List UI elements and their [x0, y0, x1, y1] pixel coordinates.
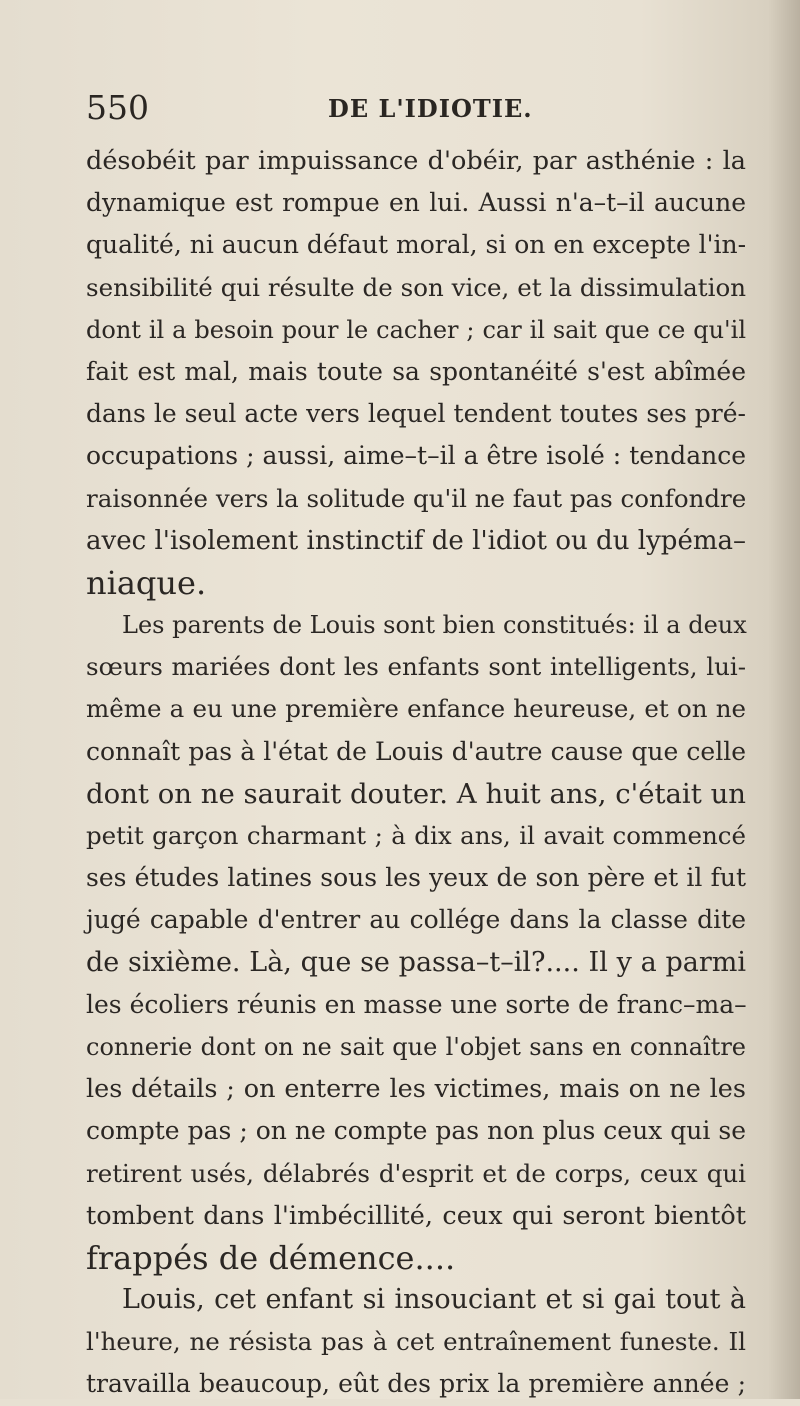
text-line: désobéit par impuissance d'obéir, par asthénie : la [86, 146, 746, 176]
text-line: sœurs mariées dont les enfants sont intelligents, lui- [86, 652, 746, 682]
text-line: fait est mal, mais toute sa spontanéité s'est abîmée [86, 356, 746, 386]
text-line: dont il a besoin pour le cacher ; car il sait que ce qu'il [86, 315, 746, 344]
text-line: Les parents de Louis sont bien constitués: il a deux [122, 611, 747, 640]
text-line: petit garçon charmant ; à dix ans, il avait commencé [86, 821, 746, 850]
body-text [86, 140, 746, 1406]
text-line: même a eu une première enfance heureuse, et on ne [86, 694, 746, 724]
text-line: Louis, cet enfant si insouciant et si gai tout à [122, 1284, 746, 1316]
text-line: compte pas ; on ne compte pas non plus ceux qui se [86, 1116, 746, 1146]
running-head [0, 88, 800, 128]
text-line: dans le seul acte vers lequel tendent toutes ses pré- [86, 399, 746, 429]
text-line: les écoliers réunis en masse une sorte de franc–ma– [86, 989, 747, 1019]
text-line: l'heure, ne résista pas à cet entraînement funeste. Il [86, 1327, 746, 1357]
text-line: connaît pas à l'état de Louis d'autre cause que celle [86, 736, 746, 766]
text-line: qualité, ni aucun défaut moral, si on en excepte l'in- [86, 230, 747, 260]
text-line: travailla beaucoup, eût des prix la première année ; [86, 1369, 746, 1399]
text-line: ses études latines sous les yeux de son père et il fut [86, 863, 746, 893]
text-line: frappés de démence.... [86, 1238, 456, 1277]
text-line: les détails ; on enterre les victimes, mais on ne les [86, 1074, 746, 1105]
text-line: dont on ne saurait douter. A huit ans, c'était un [86, 777, 746, 810]
text-line: occupations ; aussi, aime–t–il a être isolé : tendance [86, 441, 746, 471]
text-line: jugé capable d'entrer au collége dans la classe dite [86, 905, 746, 935]
text-line: raisonnée vers la solitude qu'il ne faut pas confondre [86, 483, 747, 513]
text-line: niaque. [86, 563, 207, 602]
text-line: tombent dans l'imbécillité, ceux qui seront bientôt [86, 1200, 746, 1231]
text-line: retirent usés, délabrés d'esprit et de corps, ceux qui [86, 1158, 746, 1188]
text-line: sensibilité qui résulte de son vice, et la dissimulation [86, 272, 746, 302]
text-line: connerie dont on ne sait que l'objet sans en connaître [86, 1032, 746, 1061]
running-title: DE L'IDIOTIE. [328, 94, 533, 123]
text-line: avec l'isolement instinctif de l'idiot ou du lypéma– [86, 525, 746, 556]
text-line: dynamique est rompue en lui. Aussi n'a–t–il aucune [86, 188, 746, 218]
page-number: 550 [86, 88, 149, 127]
text-line: de sixième. Là, que se passa–t–il?.... Il y a parmi [86, 946, 746, 978]
